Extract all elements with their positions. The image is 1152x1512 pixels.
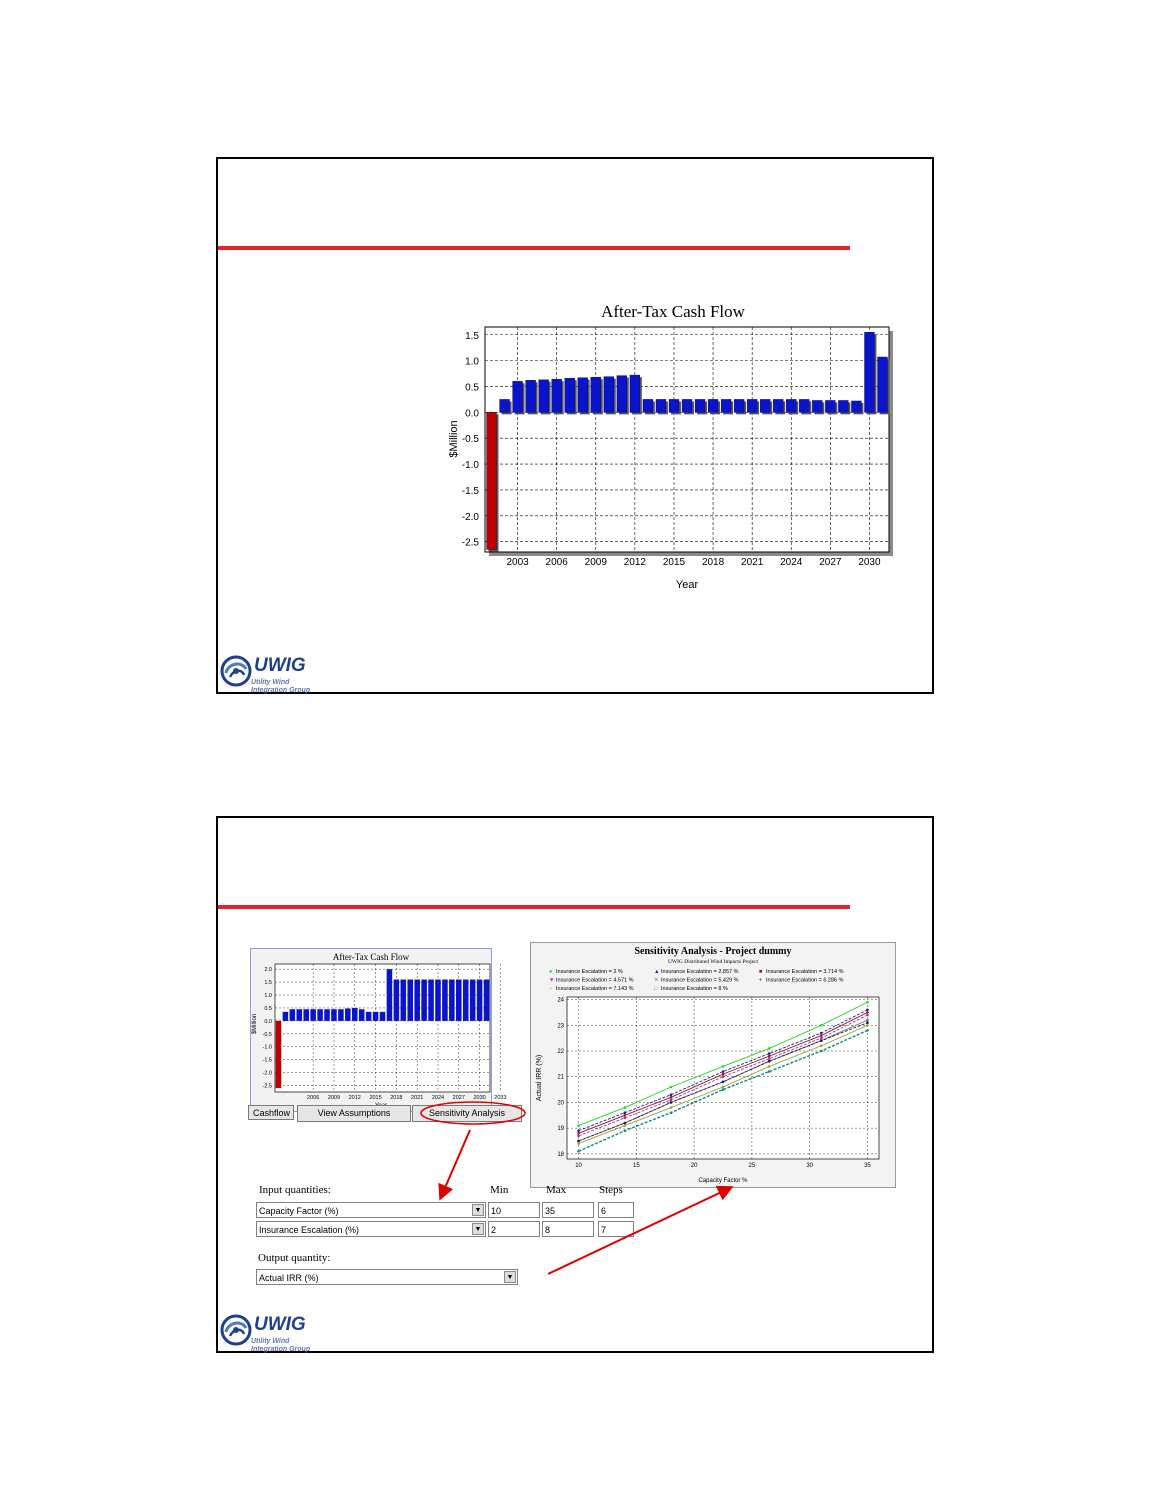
legend-entry: Insurance Escalation = 4.571 % bbox=[556, 977, 634, 984]
legend-marker: □ bbox=[654, 986, 658, 992]
mini-x-tick-label: 2015 bbox=[369, 1095, 382, 1101]
bar bbox=[760, 399, 770, 412]
bar bbox=[552, 379, 562, 412]
bar bbox=[591, 377, 601, 412]
bar bbox=[604, 377, 614, 413]
mini-x-tick-label: 2030 bbox=[473, 1095, 486, 1101]
x-tick-label: 2012 bbox=[623, 557, 646, 568]
steps-input-2[interactable]: 7 bbox=[598, 1221, 634, 1237]
mini-y-tick-label: 0.5 bbox=[264, 1005, 272, 1012]
sensitivity-title: Sensitivity Analysis - Project dummy bbox=[634, 946, 792, 957]
mini-x-tick-label: 2018 bbox=[390, 1095, 403, 1101]
sensitivity-subtitle: UWIG Distributed Wind Impacts Project bbox=[667, 959, 759, 965]
legend-marker: ● bbox=[549, 969, 553, 975]
legend-marker: ■ bbox=[759, 969, 763, 975]
x-tick-label: 2018 bbox=[701, 557, 725, 568]
legend-entry: Insurance Escalation = 7.143 % bbox=[556, 986, 634, 992]
bar bbox=[500, 399, 510, 412]
bar bbox=[864, 332, 874, 412]
mini-y-tick-label: 1.0 bbox=[264, 993, 272, 1000]
x-tick-label: 2024 bbox=[780, 557, 803, 568]
sens-x-tick-label: 10 bbox=[575, 1163, 582, 1169]
uwig-logo bbox=[220, 655, 320, 695]
output-quantity-label: Output quantity: bbox=[258, 1252, 331, 1264]
min-input-1[interactable]: 10 bbox=[488, 1202, 540, 1218]
sens-y-tick-label: 23 bbox=[557, 1023, 564, 1030]
y-axis-label: $Million bbox=[448, 420, 460, 458]
legend-entry: Insurance Escalation = 3.714 % bbox=[766, 969, 844, 975]
legend-marker: ▼ bbox=[549, 977, 555, 984]
bar bbox=[786, 399, 796, 412]
sensitivity-x-axis-label: Capacity Factor % bbox=[698, 1178, 748, 1184]
arrow-to-sensitivity-chart bbox=[548, 1188, 730, 1274]
mini-y-tick-label: -1.5 bbox=[262, 1057, 272, 1064]
uwig-swirl-icon bbox=[220, 1314, 252, 1346]
annotation-arrows bbox=[218, 818, 936, 1355]
x-tick-label: 2006 bbox=[545, 557, 568, 568]
title-underline bbox=[218, 246, 850, 250]
tab-view-assumptions[interactable]: View Assumptions bbox=[297, 1105, 411, 1122]
sens-y-tick-label: 18 bbox=[557, 1151, 564, 1158]
bar bbox=[773, 399, 783, 412]
chart-title: After-Tax Cash Flow bbox=[601, 302, 745, 321]
input-quantity-1-value: Capacity Factor (%) bbox=[259, 1206, 339, 1216]
sens-y-tick-label: 21 bbox=[557, 1074, 564, 1081]
min-input-2[interactable]: 2 bbox=[488, 1221, 540, 1237]
sensitivity-y-axis-label: Actual IRR (%) bbox=[536, 1054, 543, 1102]
bar bbox=[708, 399, 718, 412]
logo-wordmark: UWIG bbox=[254, 1314, 306, 1335]
steps-input-1[interactable]: 6 bbox=[598, 1202, 634, 1218]
bar bbox=[669, 399, 679, 412]
x-tick-label: 2027 bbox=[819, 557, 842, 568]
bar bbox=[656, 399, 666, 412]
mini-chart-title: After-Tax Cash Flow bbox=[332, 952, 410, 962]
bar bbox=[617, 376, 627, 413]
mini-x-tick-label: 2006 bbox=[307, 1095, 320, 1101]
bar bbox=[825, 400, 835, 412]
output-quantity-value: Actual IRR (%) bbox=[259, 1273, 319, 1283]
x-tick-label: 2003 bbox=[506, 557, 529, 568]
y-tick-label: -1.0 bbox=[461, 460, 479, 472]
logo-subtitle: Utility Wind Integration Group bbox=[251, 1338, 311, 1353]
mini-x-tick-label: 2009 bbox=[327, 1095, 341, 1101]
sens-y-tick-label: 20 bbox=[557, 1100, 564, 1107]
sens-x-tick-label: 25 bbox=[748, 1163, 756, 1169]
sens-y-tick-label: 24 bbox=[557, 997, 564, 1004]
mini-x-tick-label: 2012 bbox=[348, 1095, 361, 1101]
mini-x-tick-label: 2021 bbox=[411, 1095, 424, 1101]
legend-entry: Insurance Escalation = 8 % bbox=[661, 986, 728, 992]
bar bbox=[513, 381, 523, 412]
arrow-to-input-quantities bbox=[441, 1130, 470, 1197]
bar bbox=[630, 375, 640, 412]
mini-y-tick-label: -0.5 bbox=[262, 1031, 272, 1038]
y-tick-label: 1.5 bbox=[465, 330, 479, 342]
bar bbox=[539, 380, 549, 413]
dropdown-arrow-icon[interactable]: ▼ bbox=[504, 1271, 516, 1283]
bar bbox=[812, 400, 822, 412]
y-tick-label: 1.0 bbox=[465, 356, 479, 368]
after-tax-cash-flow-chart bbox=[423, 299, 903, 595]
legend-marker: + bbox=[759, 977, 763, 984]
bar bbox=[682, 399, 692, 412]
mini-y-tick-label: -1.0 bbox=[262, 1044, 272, 1051]
max-input-1[interactable]: 35 bbox=[542, 1202, 594, 1218]
legend-entry: Insurance Escalation = 6.286 % bbox=[766, 977, 844, 984]
bar bbox=[838, 400, 848, 412]
legend-entry: Insurance Escalation = 2.857 % bbox=[661, 969, 739, 975]
mini-y-tick-label: 1.5 bbox=[264, 980, 272, 987]
mini-y-tick-label: 2.0 bbox=[264, 967, 272, 974]
logo-wordmark: UWIG bbox=[254, 655, 306, 676]
legend-marker: ✕ bbox=[654, 977, 659, 984]
slide-after-tax-cash-flow bbox=[216, 157, 934, 694]
y-tick-label: -0.5 bbox=[461, 434, 479, 446]
max-column-label: Max bbox=[546, 1184, 567, 1196]
steps-column-label: Steps bbox=[599, 1184, 623, 1196]
x-tick-label: 2015 bbox=[662, 557, 686, 568]
tab-sensitivity-analysis[interactable]: Sensitivity Analysis bbox=[412, 1105, 522, 1122]
sens-y-tick-label: 19 bbox=[557, 1126, 564, 1133]
x-tick-label: 2030 bbox=[858, 557, 881, 568]
y-tick-label: 0.0 bbox=[465, 408, 479, 420]
mini-x-tick-label: 2027 bbox=[452, 1095, 465, 1101]
sens-x-tick-label: 35 bbox=[864, 1163, 871, 1169]
y-tick-label: -2.5 bbox=[461, 537, 479, 549]
mini-y-axis-label: $Million bbox=[252, 1013, 258, 1035]
y-tick-label: -2.0 bbox=[461, 511, 479, 523]
legend-entry: Insurance Escalation = 5.429 % bbox=[661, 977, 739, 984]
x-tick-label: 2009 bbox=[584, 557, 607, 568]
tab-cashflow[interactable]: Cashflow bbox=[248, 1105, 294, 1120]
input-quantity-2-value: Insurance Escalation (%) bbox=[259, 1225, 360, 1235]
input-quantities-label: Input quantities: bbox=[259, 1184, 331, 1196]
bar bbox=[578, 378, 588, 413]
dropdown-arrow-icon[interactable]: ▼ bbox=[472, 1223, 484, 1235]
mini-x-tick-label: 2024 bbox=[431, 1095, 445, 1101]
bar bbox=[526, 380, 536, 412]
min-column-label: Min bbox=[490, 1184, 509, 1196]
mini-y-tick-label: -2.0 bbox=[262, 1070, 272, 1077]
sens-x-tick-label: 20 bbox=[690, 1163, 698, 1169]
bar bbox=[565, 378, 575, 412]
bar bbox=[487, 412, 497, 549]
bar bbox=[734, 399, 744, 412]
bar bbox=[878, 357, 888, 412]
bar bbox=[643, 399, 653, 412]
mini-x-tick-label: 2033 bbox=[494, 1095, 507, 1101]
bar bbox=[721, 399, 731, 412]
uwig-logo bbox=[220, 1314, 320, 1354]
sens-y-tick-label: 22 bbox=[557, 1049, 564, 1055]
mini-y-tick-label: -2.5 bbox=[262, 1083, 272, 1090]
x-tick-label: 2021 bbox=[741, 557, 764, 568]
legend-entry: Insurance Escalation = 2 % bbox=[556, 969, 623, 975]
max-input-2[interactable]: 8 bbox=[542, 1221, 594, 1237]
bar bbox=[851, 401, 861, 412]
dropdown-arrow-icon[interactable]: ▼ bbox=[472, 1204, 484, 1216]
y-tick-label: 0.5 bbox=[465, 382, 479, 394]
sens-x-tick-label: 15 bbox=[632, 1163, 640, 1169]
legend-marker: ▲ bbox=[654, 969, 660, 975]
legend-marker: ○ bbox=[549, 986, 553, 992]
sens-x-tick-label: 30 bbox=[806, 1163, 814, 1169]
bar bbox=[799, 399, 809, 412]
slide-sensitivity-analysis bbox=[216, 816, 934, 1353]
logo-subtitle: Utility Wind Integration Group bbox=[251, 679, 311, 694]
bar bbox=[695, 399, 705, 412]
x-axis-label: Year bbox=[675, 579, 699, 591]
y-tick-label: -1.5 bbox=[461, 485, 479, 497]
mini-y-tick-label: 0.0 bbox=[264, 1018, 272, 1025]
bar bbox=[747, 399, 757, 412]
uwig-swirl-icon bbox=[220, 655, 252, 687]
